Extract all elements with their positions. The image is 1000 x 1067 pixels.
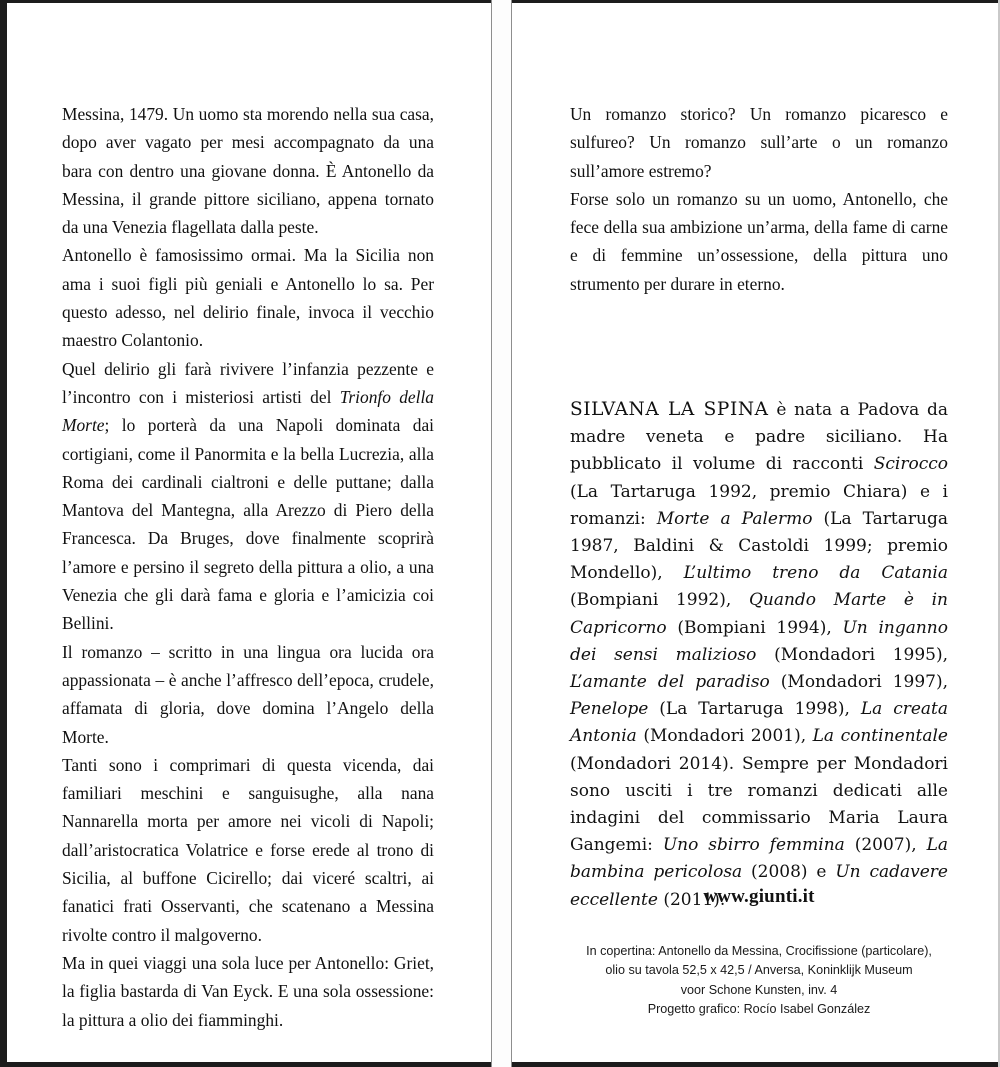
author-bio-block [570,396,948,914]
blurb-left [62,100,434,1034]
bio-title-italic: La continentale [812,726,948,747]
bio-title-italic: La bambina pericolosa [570,835,948,883]
blurb-text: Il romanzo – scritto in una lingua ora lucida ora appassionata – è anche l’affresco dell’epoca, crudele, affamata di gloria, dove domina l’Angelo della Morte. [62,641,434,747]
bio-title-italic: Penelope [570,699,649,720]
credits-line: In copertina: Antonello da Messina, Crocifissione (particolare), [586,944,932,958]
blurb-paragraph [570,185,948,298]
bio-title-italic: Uno sbirro femmina [662,835,845,856]
author-bio-text [570,400,948,910]
bio-text-run: (Mondadori 1997), [769,672,948,693]
spine-rule-left [491,0,492,1067]
bio-text-run: (2011). [657,889,726,910]
bio-title-italic: Quando Marte è in Capricorno [570,590,948,638]
spine-gutter [492,0,511,1067]
bio-text-run: (La Tartaruga 1998), [648,699,861,720]
bio-title-italic: Scirocco [873,454,948,475]
page-edge-left [0,0,7,1067]
blurb-right [570,100,948,298]
blurb-text: Antonello è famosissimo ormai. Ma la Sicilia non ama i suoi figli più geniali e Antonello lo sa. Per questo adesso, nel delirio finale, invoca il vecchio maestro Colantonio. [62,245,434,351]
blurb-paragraph [62,751,434,949]
bio-text-run: (2008) e [742,862,836,883]
blurb-text: Tanti sono i comprimari di questa vicenda, dai familiari meschini e sanguisughe, alla nana Nannarella morta per amore nei vicoli di Napoli; dall’aristocratica Volatrice e forse erede al trono di Sicilia, al buffone Cicirello; dai viceré scaltri, ai fanatici frati Osservanti, che scatenano a Messina rivolte contro il malgoverno. [62,754,434,945]
credits-line: olio su tavola 52,5 x 42,5 / Anversa, Koninklijk Museum [605,963,913,978]
bio-text-run: è nata a Padova da madre veneta e padre siciliano. Ha pubblicato il volume di racconti [570,400,948,475]
bio-title-italic: Un inganno dei sensi malizioso [570,617,948,665]
spine-rule-right [511,0,512,1067]
credits-line: Progetto grafico: Rocío Isabel González [647,1002,871,1017]
author-name: SILVANA LA SPINA [570,399,769,420]
blurb-paragraph [570,100,948,185]
right-page-text-column [570,100,948,298]
bio-text-run: (Bompiani 1994), [666,617,843,638]
blurb-text: ; lo porterà da una Napoli dominata dai cortigiani, come il Panormita e la bella Lucrezia, alla Roma dei cardinali cialtroni e delle puttane; dalla Mantova del Mantegna, alla Arezzo di Piero della Francesca. Da Bruges, dove finalmente scoprirà l’amore e persino il segreto della pittura a olio, a una Venezia che gli darà fama e gloria e l’amicizia coi Bellini. [62,415,434,634]
bio-text-run: (Mondadori 1995), [756,644,948,665]
bio-text-run: (La Tartaruga 1987, Baldini & Castoldi 1999; premio Mondello), [570,508,948,584]
bio-text-run: (2007), [844,835,927,856]
cover-credits [560,942,958,1020]
bio-title-italic: Un cadavere eccellente [570,862,948,910]
bio-title-italic: La creata Antonia [570,699,949,747]
blurb-text: Forse solo un romanzo su un uomo, Antonello, che fece della sua ambizione un’arma, della fame di carne e di femmine un’ossessione, della pittura uno strumento per durare in eterno. [570,188,948,294]
blurb-paragraph [62,241,434,354]
blurb-text: Ma in quei viaggi una sola luce per Antonello: Griet, la figlia bastarda di Van Eyck. E una sola ossessione: la pittura a olio dei fiamminghi. [62,952,434,1030]
blurb-text: Un romanzo storico? Un romanzo picaresco e sulfureo? Un romanzo sull’arte o un romanzo sull’amore estremo? [570,104,948,181]
blurb-paragraph [62,638,434,751]
website-label: www.giunti.it [703,886,815,907]
bio-text-run: (Mondadori 2014). Sempre per Mondadori sono usciti i tre romanzi dedicati alle indagini del commissario Maria Laura Gangemi: [570,753,948,856]
blurb-paragraph [62,355,434,638]
blurb-paragraph [62,100,434,241]
left-page-text-column [62,100,434,1034]
book-title-trionfo-della-morte: Trionfo della Morte [62,386,434,436]
credits-line: voor Schone Kunsten, inv. 4 [680,982,838,997]
publisher-website[interactable] [570,886,948,908]
blurb-paragraph [62,949,434,1034]
bio-text-run: (Bompiani 1992), [570,590,749,611]
blurb-text: Quel delirio gli farà rivivere l’infanzia pezzente e l’incontro con i misteriosi artisti del [62,358,434,407]
bio-title-italic: L’ultimo treno da Catania [683,563,948,584]
bio-text-run: (La Tartaruga 1992, premio Chiara) e i romanzi: [570,481,948,529]
author-bio-paragraph [570,396,948,914]
bio-title-italic: L’amante del paradiso [570,672,770,693]
bio-title-italic: Morte a Palermo [656,508,813,529]
bio-text-run: (Mondadori 2001), [636,726,813,747]
blurb-text: Messina, 1479. Un uomo sta morendo nella sua casa, dopo aver vagato per mesi accompagnato da una bara con dentro una giovane donna. È Antonello da Messina, il grande pittore siciliano, appena tornato da una Venezia flagellata dalla peste. [62,104,434,238]
